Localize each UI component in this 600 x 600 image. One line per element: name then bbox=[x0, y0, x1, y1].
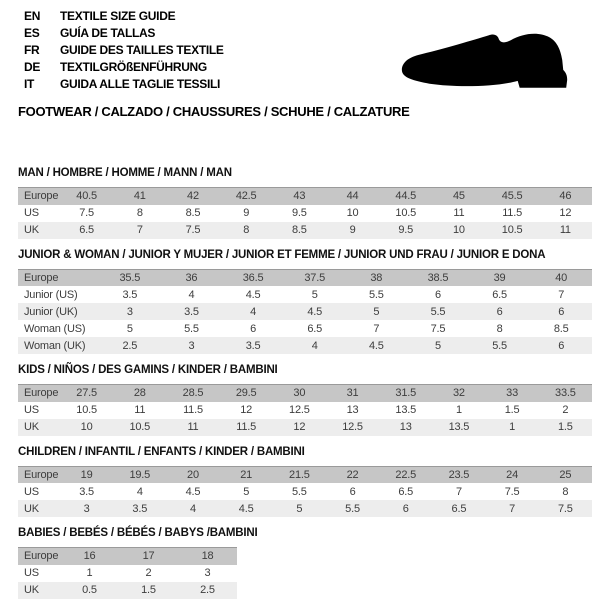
size-value: 36.5 bbox=[242, 271, 264, 284]
size-table-kids bbox=[18, 384, 592, 436]
size-value: 41 bbox=[133, 190, 146, 203]
row-label: US bbox=[24, 404, 39, 416]
size-value: 9 bbox=[243, 207, 250, 219]
size-value: 6 bbox=[250, 322, 257, 335]
table-row-man-1 bbox=[18, 205, 592, 222]
row-label: Europe bbox=[24, 387, 59, 400]
size-value: 6.5 bbox=[451, 502, 467, 515]
table-title-man: MAN / HOMBRE / HOMME / MANN / MAN bbox=[18, 167, 232, 179]
size-value: 3.5 bbox=[245, 339, 261, 352]
size-value: 7 bbox=[455, 485, 462, 498]
size-value: 3.5 bbox=[132, 502, 148, 515]
size-value: 6 bbox=[496, 305, 503, 318]
language-label: GUIDE DES TAILLES TEXTILE bbox=[60, 43, 224, 57]
size-value: 24 bbox=[506, 468, 519, 481]
table-row-man-0 bbox=[18, 188, 592, 205]
row-label: US bbox=[24, 207, 39, 219]
size-value: 13 bbox=[399, 421, 412, 433]
size-value: 5.5 bbox=[345, 502, 360, 515]
size-table-section-junior-woman bbox=[18, 249, 592, 355]
size-value: 5.5 bbox=[291, 485, 307, 498]
table-row-children-0 bbox=[18, 466, 592, 483]
size-value: 38 bbox=[370, 271, 383, 284]
size-value: 11.5 bbox=[236, 421, 257, 433]
size-value: 42.5 bbox=[235, 190, 257, 203]
row-label: UK bbox=[24, 502, 39, 515]
language-code: IT bbox=[24, 77, 35, 91]
size-value: 13 bbox=[346, 404, 359, 416]
size-table-children bbox=[18, 466, 592, 518]
size-value: 6 bbox=[402, 502, 409, 515]
size-value: 5.5 bbox=[368, 288, 384, 301]
size-value: 6.5 bbox=[492, 288, 507, 301]
table-title-children: CHILDREN / INFANTIL / ENFANTS / KINDER / BAMBINI bbox=[18, 445, 305, 458]
language-row-en bbox=[24, 8, 224, 25]
size-value: 27.5 bbox=[76, 387, 97, 400]
table-row-babies-1 bbox=[18, 565, 237, 582]
size-value: 25 bbox=[559, 468, 572, 481]
size-value: 2 bbox=[145, 567, 152, 579]
size-value: 40 bbox=[555, 271, 568, 284]
size-value: 44 bbox=[346, 190, 359, 203]
size-value: 7 bbox=[558, 288, 565, 301]
size-value: 3.5 bbox=[79, 485, 94, 498]
size-value: 8.5 bbox=[185, 207, 201, 219]
size-value: 43 bbox=[293, 190, 306, 203]
category-line: FOOTWEAR / CALZADO / CHAUSSURES / SCHUHE / CALZATURE bbox=[18, 104, 410, 119]
size-value: 46 bbox=[559, 190, 572, 203]
row-label: US bbox=[24, 485, 39, 498]
size-value: 22.5 bbox=[395, 468, 417, 481]
size-table-section-babies bbox=[18, 527, 592, 599]
language-code: FR bbox=[24, 43, 40, 57]
table-row-kids-0 bbox=[18, 385, 592, 402]
row-label: Europe bbox=[24, 190, 59, 203]
table-row-junior-woman-3 bbox=[18, 320, 592, 337]
row-label: Junior (US) bbox=[24, 288, 78, 301]
size-value: 1 bbox=[86, 567, 93, 579]
size-value: 8 bbox=[243, 224, 250, 236]
size-value: 17 bbox=[142, 550, 155, 563]
size-value: 5.5 bbox=[430, 305, 446, 318]
size-value: 38.5 bbox=[427, 271, 449, 284]
size-value: 4 bbox=[190, 502, 196, 515]
size-value: 1.5 bbox=[557, 421, 573, 433]
size-value: 8 bbox=[496, 322, 503, 335]
size-value: 19.5 bbox=[129, 468, 151, 481]
size-value: 44.5 bbox=[395, 190, 417, 203]
row-label: Woman (UK) bbox=[24, 339, 86, 352]
size-value: 12 bbox=[559, 207, 572, 219]
language-label: GUÍA DE TALLAS bbox=[60, 26, 156, 40]
size-value: 10 bbox=[452, 224, 465, 236]
size-value: 28 bbox=[133, 387, 146, 400]
size-table-junior-woman bbox=[18, 269, 592, 355]
size-value: 1.5 bbox=[504, 404, 520, 416]
size-value: 4.5 bbox=[245, 288, 261, 301]
table-row-man-2 bbox=[18, 222, 592, 239]
size-value: 45 bbox=[452, 190, 465, 203]
size-value: 9.5 bbox=[398, 224, 414, 236]
size-value: 11.5 bbox=[502, 207, 522, 219]
size-value: 5 bbox=[373, 305, 380, 318]
size-value: 10.5 bbox=[129, 421, 151, 433]
size-value: 18 bbox=[201, 550, 214, 563]
row-label: Junior (UK) bbox=[24, 305, 78, 318]
size-value: 5.5 bbox=[492, 339, 507, 352]
size-value: 11.5 bbox=[183, 404, 203, 416]
size-value: 7.5 bbox=[430, 322, 446, 335]
table-row-kids-1 bbox=[18, 402, 592, 419]
size-value: 6 bbox=[349, 485, 356, 498]
size-value: 10.5 bbox=[501, 224, 523, 236]
table-title-kids: KIDS / NIÑOS / DES GAMINS / KINDER / BAMBINI bbox=[18, 364, 278, 376]
size-value: 4.5 bbox=[238, 502, 254, 515]
size-value: 11 bbox=[187, 421, 199, 433]
size-value: 1.5 bbox=[141, 584, 156, 596]
size-value: 32 bbox=[452, 387, 465, 400]
size-value: 10.5 bbox=[76, 404, 97, 416]
row-label: Europe bbox=[24, 550, 59, 563]
table-title-junior-woman: JUNIOR & WOMAN / JUNIOR Y MUJER / JUNIOR ET FEMME / JUNIOR UND FRAU / JUNIOR E DONA bbox=[18, 248, 546, 261]
size-value: 21.5 bbox=[289, 468, 310, 481]
size-value: 2 bbox=[562, 404, 569, 416]
size-value: 4 bbox=[188, 288, 195, 301]
size-value: 12 bbox=[293, 421, 306, 433]
size-value: 3.5 bbox=[184, 305, 199, 318]
table-title-babies: BABIES / BEBÉS / BÉBÉS / BABYS /BAMBINI bbox=[18, 527, 258, 539]
size-value: 7.5 bbox=[504, 485, 520, 498]
size-value: 0.5 bbox=[82, 584, 97, 596]
language-row-de bbox=[24, 59, 224, 76]
size-value: 2.5 bbox=[122, 339, 138, 352]
row-label: US bbox=[24, 567, 39, 579]
size-value: 22 bbox=[346, 468, 359, 481]
size-value: 11 bbox=[559, 224, 571, 236]
size-value: 5 bbox=[296, 502, 303, 515]
size-value: 7 bbox=[373, 322, 380, 335]
size-value: 16 bbox=[83, 550, 96, 563]
row-label: Woman (US) bbox=[24, 322, 86, 335]
size-value: 11 bbox=[453, 207, 465, 219]
row-label: UK bbox=[24, 224, 39, 236]
size-value: 45.5 bbox=[501, 190, 523, 203]
size-value: 8 bbox=[136, 207, 143, 219]
language-label: TEXTILGRÖßENFÜHRUNG bbox=[60, 60, 207, 74]
language-title-block bbox=[24, 8, 224, 93]
size-value: 1 bbox=[455, 404, 462, 416]
size-value: 13.5 bbox=[448, 421, 470, 433]
size-value: 13.5 bbox=[395, 404, 417, 416]
size-value: 31.5 bbox=[395, 387, 417, 400]
size-value: 5 bbox=[311, 288, 318, 301]
size-tables bbox=[18, 167, 592, 600]
size-value: 6.5 bbox=[79, 224, 94, 236]
size-value: 20 bbox=[187, 468, 199, 481]
size-value: 12.5 bbox=[289, 404, 310, 416]
size-value: 40.5 bbox=[76, 190, 97, 203]
language-code: ES bbox=[24, 26, 40, 40]
table-row-babies-0 bbox=[18, 548, 237, 565]
size-value: 6 bbox=[558, 339, 565, 352]
table-row-kids-2 bbox=[18, 419, 592, 436]
size-value: 4 bbox=[311, 339, 318, 352]
size-value: 33 bbox=[506, 387, 519, 400]
size-value: 7.5 bbox=[79, 207, 94, 219]
size-table-section-man bbox=[18, 167, 592, 239]
size-value: 39 bbox=[493, 271, 506, 284]
size-value: 4 bbox=[136, 485, 143, 498]
size-value: 10 bbox=[80, 421, 93, 433]
size-table-section-kids bbox=[18, 364, 592, 436]
size-value: 33.5 bbox=[555, 387, 576, 400]
size-value: 4.5 bbox=[368, 339, 384, 352]
size-value: 29.5 bbox=[235, 387, 257, 400]
size-value: 36 bbox=[185, 271, 198, 284]
size-value: 5 bbox=[126, 322, 133, 335]
language-row-es bbox=[24, 25, 224, 42]
size-value: 5 bbox=[434, 339, 441, 352]
table-row-junior-woman-1 bbox=[18, 286, 592, 303]
size-table-section-children bbox=[18, 446, 592, 518]
size-value: 3 bbox=[126, 305, 133, 318]
language-label: TEXTILE SIZE GUIDE bbox=[60, 9, 176, 23]
size-value: 9.5 bbox=[291, 207, 307, 219]
size-value: 10.5 bbox=[395, 207, 417, 219]
size-value: 7 bbox=[136, 224, 143, 236]
size-value: 42 bbox=[187, 190, 199, 203]
size-value: 21 bbox=[240, 468, 253, 481]
size-value: 19 bbox=[80, 468, 93, 481]
size-table-babies bbox=[18, 547, 237, 599]
language-code: DE bbox=[24, 60, 41, 74]
size-value: 11 bbox=[134, 404, 146, 416]
size-value: 4.5 bbox=[307, 305, 323, 318]
size-value: 5.5 bbox=[184, 322, 199, 335]
size-value: 3 bbox=[188, 339, 195, 352]
size-value: 6.5 bbox=[398, 485, 414, 498]
size-value: 6 bbox=[434, 288, 441, 301]
size-value: 8.5 bbox=[553, 322, 569, 335]
language-code: EN bbox=[24, 9, 41, 23]
row-label: Europe bbox=[24, 271, 59, 284]
size-value: 37.5 bbox=[304, 271, 325, 284]
size-value: 35.5 bbox=[119, 271, 141, 284]
language-label: GUIDA ALLE TAGLIE TESSILI bbox=[60, 77, 221, 91]
size-value: 31 bbox=[346, 387, 359, 400]
size-value: 7 bbox=[509, 502, 516, 515]
size-value: 6.5 bbox=[307, 322, 323, 335]
size-value: 8 bbox=[562, 485, 569, 498]
row-label: Europe bbox=[24, 468, 59, 481]
table-row-junior-woman-4 bbox=[18, 337, 592, 354]
size-value: 30 bbox=[293, 387, 306, 400]
size-value: 4.5 bbox=[185, 485, 201, 498]
size-value: 6 bbox=[558, 305, 565, 318]
size-value: 23.5 bbox=[448, 468, 470, 481]
table-row-children-1 bbox=[18, 483, 592, 500]
size-value: 7.5 bbox=[185, 224, 201, 236]
size-value: 12.5 bbox=[342, 421, 363, 433]
size-value: 3 bbox=[204, 567, 211, 579]
table-row-children-2 bbox=[18, 500, 592, 517]
size-value: 9 bbox=[349, 224, 356, 236]
size-value: 28.5 bbox=[182, 387, 204, 400]
table-row-junior-woman-2 bbox=[18, 303, 592, 320]
row-label: UK bbox=[24, 584, 39, 596]
size-value: 1 bbox=[509, 421, 516, 433]
table-row-babies-2 bbox=[18, 582, 237, 599]
size-value: 5 bbox=[243, 485, 250, 498]
size-value: 3 bbox=[83, 502, 90, 515]
size-value: 3.5 bbox=[122, 288, 138, 301]
size-value: 4 bbox=[250, 305, 257, 318]
size-value: 7.5 bbox=[557, 502, 573, 515]
size-value: 2.5 bbox=[200, 584, 215, 596]
size-value: 10 bbox=[346, 207, 359, 219]
language-row-it bbox=[24, 76, 224, 93]
size-value: 8.5 bbox=[291, 224, 307, 236]
row-label: UK bbox=[24, 421, 39, 433]
size-table-man bbox=[18, 187, 592, 239]
language-row-fr bbox=[24, 42, 224, 59]
table-row-junior-woman-0 bbox=[18, 269, 592, 286]
dress-shoe-icon bbox=[388, 18, 586, 108]
size-value: 12 bbox=[240, 404, 253, 416]
